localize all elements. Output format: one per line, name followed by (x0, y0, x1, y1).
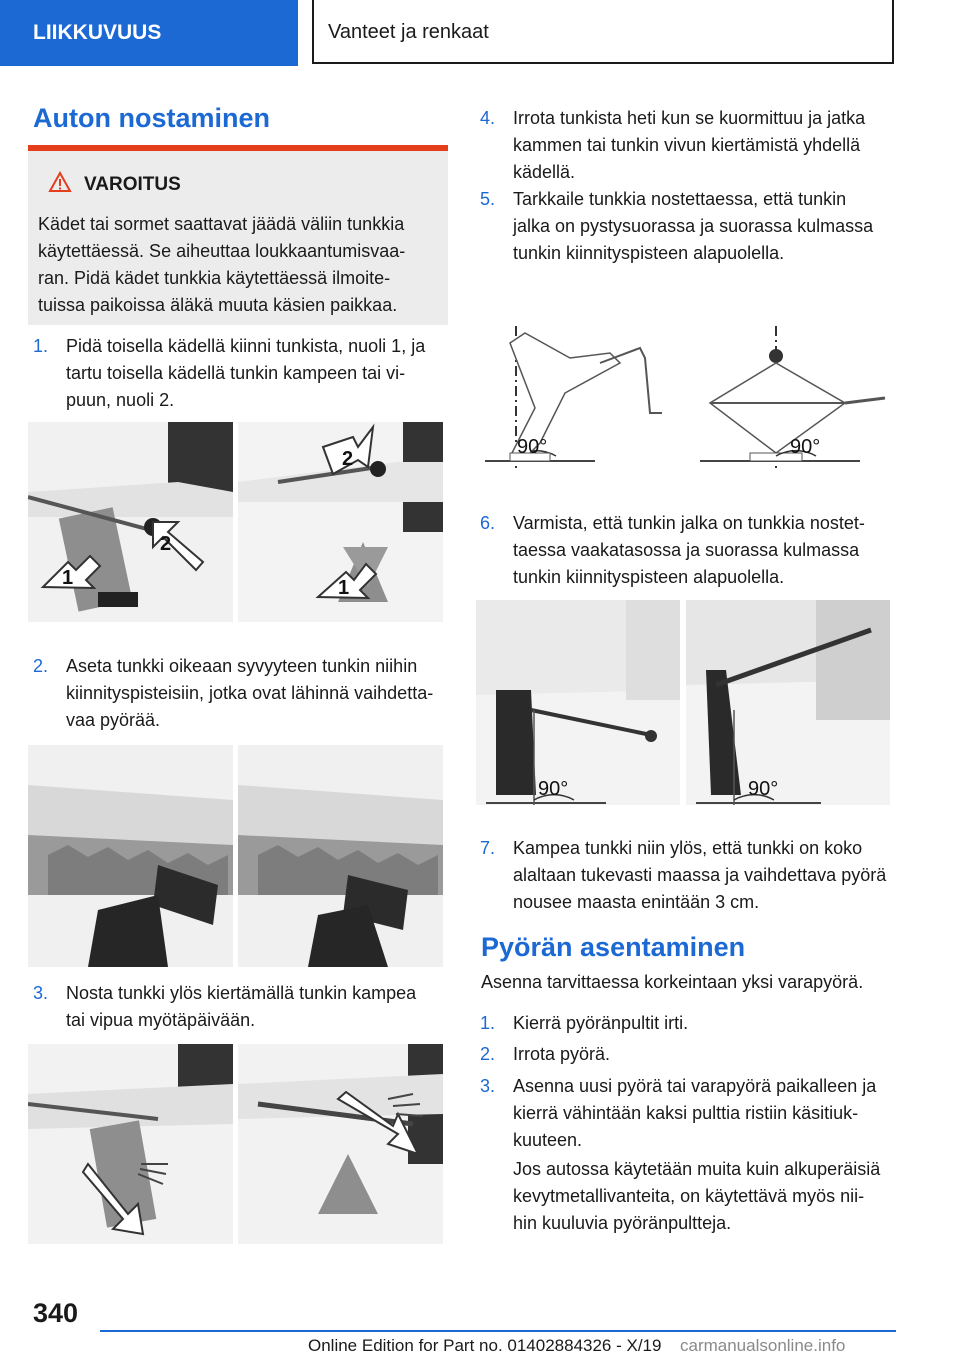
step-line: Aseta tunkki oikeaan syvyyteen tunkin niihin (66, 656, 418, 676)
step-5 (480, 186, 900, 267)
step-6 (480, 510, 900, 591)
step-2 (33, 653, 453, 734)
step-number: 4. (480, 108, 496, 128)
step-line: jalka on pystysuorassa ja suorassa kulmassa (513, 216, 874, 236)
figure-label: 1 (62, 567, 74, 589)
figure-jack-vertical-left (476, 600, 680, 805)
angle-label: 90° (790, 436, 821, 458)
step-7 (480, 835, 900, 916)
figure-label: 2 (342, 448, 354, 470)
step-line: Nosta tunkki ylös kiertämällä tunkin kampea (66, 983, 417, 1003)
watermark: carmanualsonline.info (680, 1336, 846, 1355)
warning-line: ran. Pidä kädet tunkkia käytettäessä ilmoite- (38, 268, 391, 288)
step-line: alaltaan tukevasti maassa ja vaihdettava pyörä (513, 865, 887, 885)
step-line: taessa vaakatasossa ja suorassa kulmassa (513, 540, 860, 560)
step-line: vaa pyörää. (66, 710, 161, 730)
step-number: 1. (33, 336, 49, 356)
step-line: tunkin kiinnityspisteen alapuolella. (513, 567, 785, 587)
edition-text: Online Edition for Part no. 01402884326 - X/19 (308, 1336, 662, 1355)
step-line: tunkin kiinnityspisteen alapuolella. (513, 243, 785, 263)
step-line: kierrä vähintään kaksi pulttia ristiin käsitiuk- (513, 1103, 859, 1123)
warning-line: tuissa paikoissa äläkä muuta käsien paikkaa. (38, 295, 398, 315)
warning-text (38, 211, 440, 319)
step-text (513, 1010, 900, 1037)
figure-jack-vertical-right (686, 600, 890, 805)
section-heading-lifting: Auton nostaminen (33, 103, 270, 133)
step-line: kiinnityspisteisiin, jotka ovat lähinnä vaihdetta- (66, 683, 434, 703)
step-line: kädellä. (513, 162, 576, 182)
step-line: Kampea tunkki niin ylös, että tunkki on koko (513, 838, 863, 858)
mounting-intro: Asenna tarvittaessa korkeintaan yksi varapyörä. (481, 972, 864, 992)
page-header (0, 0, 960, 66)
topic-title: Vanteet ja renkaat (312, 0, 894, 64)
step-text (66, 653, 453, 734)
figure-label: 1 (338, 577, 350, 599)
step-number: 3. (480, 1076, 496, 1096)
step-number: 3. (33, 983, 49, 1003)
note-line: kevytmetallivanteita, on käytettävä myös nii- (513, 1186, 865, 1206)
step-line: Irrota tunkista heti kun se kuormittuu ja jatka (513, 108, 866, 128)
footer-divider (100, 1330, 896, 1332)
figure-jack-hold-right (238, 422, 443, 622)
warning-title-text: VAROITUS (84, 174, 181, 195)
step-line: Varmista, että tunkin jalka on tunkkia nostet- (513, 513, 865, 533)
step-text (66, 333, 453, 414)
step-number: 6. (480, 513, 496, 533)
step-text (513, 1041, 900, 1068)
warning-title (48, 171, 440, 199)
figure-jack-hold-left (28, 422, 233, 622)
step-line: Pidä toisella kädellä kiinni tunkista, nuoli 1, ja (66, 336, 426, 356)
step-line: Kierrä pyöränpultit irti. (513, 1013, 689, 1033)
warning-box (28, 145, 448, 325)
figure-jack-crank-right (238, 1044, 443, 1244)
section-tab[interactable]: LIIKKUVUUS (0, 0, 298, 66)
note-line: Jos autossa käytetään muita kuin alkuperäisiä (513, 1159, 881, 1179)
step-text (513, 1073, 900, 1154)
step-line: tartu toisella kädellä tunkin kampeen tai vi- (66, 363, 406, 383)
step-text (513, 186, 900, 267)
step-number: 7. (480, 838, 496, 858)
step-text (66, 980, 453, 1034)
note-line: hin kuuluvia pyöränpultteja. (513, 1213, 732, 1233)
step-line: tai vipua myötäpäivään. (66, 1010, 256, 1030)
step-4 (480, 105, 900, 186)
warning-line: käytettäessä. Se aiheuttaa loukkaantumisvaa- (38, 241, 406, 261)
angle-label: 90° (748, 778, 779, 800)
step-line: puun, nuoli 2. (66, 390, 175, 410)
figure-jack-angle-diagram (480, 318, 900, 478)
step-number: 5. (480, 189, 496, 209)
step-line: kuuteen. (513, 1130, 583, 1150)
step-1 (33, 333, 453, 414)
step-text (513, 105, 900, 186)
page-number: 340 (33, 1298, 79, 1328)
step-3 (33, 980, 453, 1034)
mount-step-3 (480, 1073, 900, 1154)
warning-triangle-icon (48, 171, 72, 199)
step-number: 2. (33, 656, 49, 676)
bolt-note (513, 1156, 903, 1237)
warning-line: Kädet tai sormet saattavat jäädä väliin tunkkia (38, 214, 405, 234)
figure-jack-placement-right (238, 745, 443, 967)
step-line: Asenna uusi pyörä tai varapyörä paikalleen ja (513, 1076, 877, 1096)
step-line: kammen tai tunkin vivun kiertämistä yhdellä (513, 135, 861, 155)
step-text (513, 510, 900, 591)
figure-jack-crank-left (28, 1044, 233, 1244)
angle-label: 90° (538, 778, 569, 800)
figure-label: 2 (160, 533, 172, 555)
step-line: nousee maasta enintään 3 cm. (513, 892, 760, 912)
mount-step-1 (480, 1010, 900, 1037)
angle-label: 90° (517, 436, 548, 458)
step-line: Irrota pyörä. (513, 1044, 611, 1064)
section-heading-mounting: Pyörän asentaminen (481, 932, 746, 962)
step-line: Tarkkaile tunkkia nostettaessa, että tunkin (513, 189, 847, 209)
figure-jack-placement-left (28, 745, 233, 967)
mount-step-2 (480, 1041, 900, 1068)
step-number: 2. (480, 1044, 496, 1064)
step-number: 1. (480, 1013, 496, 1033)
step-text (513, 835, 900, 916)
